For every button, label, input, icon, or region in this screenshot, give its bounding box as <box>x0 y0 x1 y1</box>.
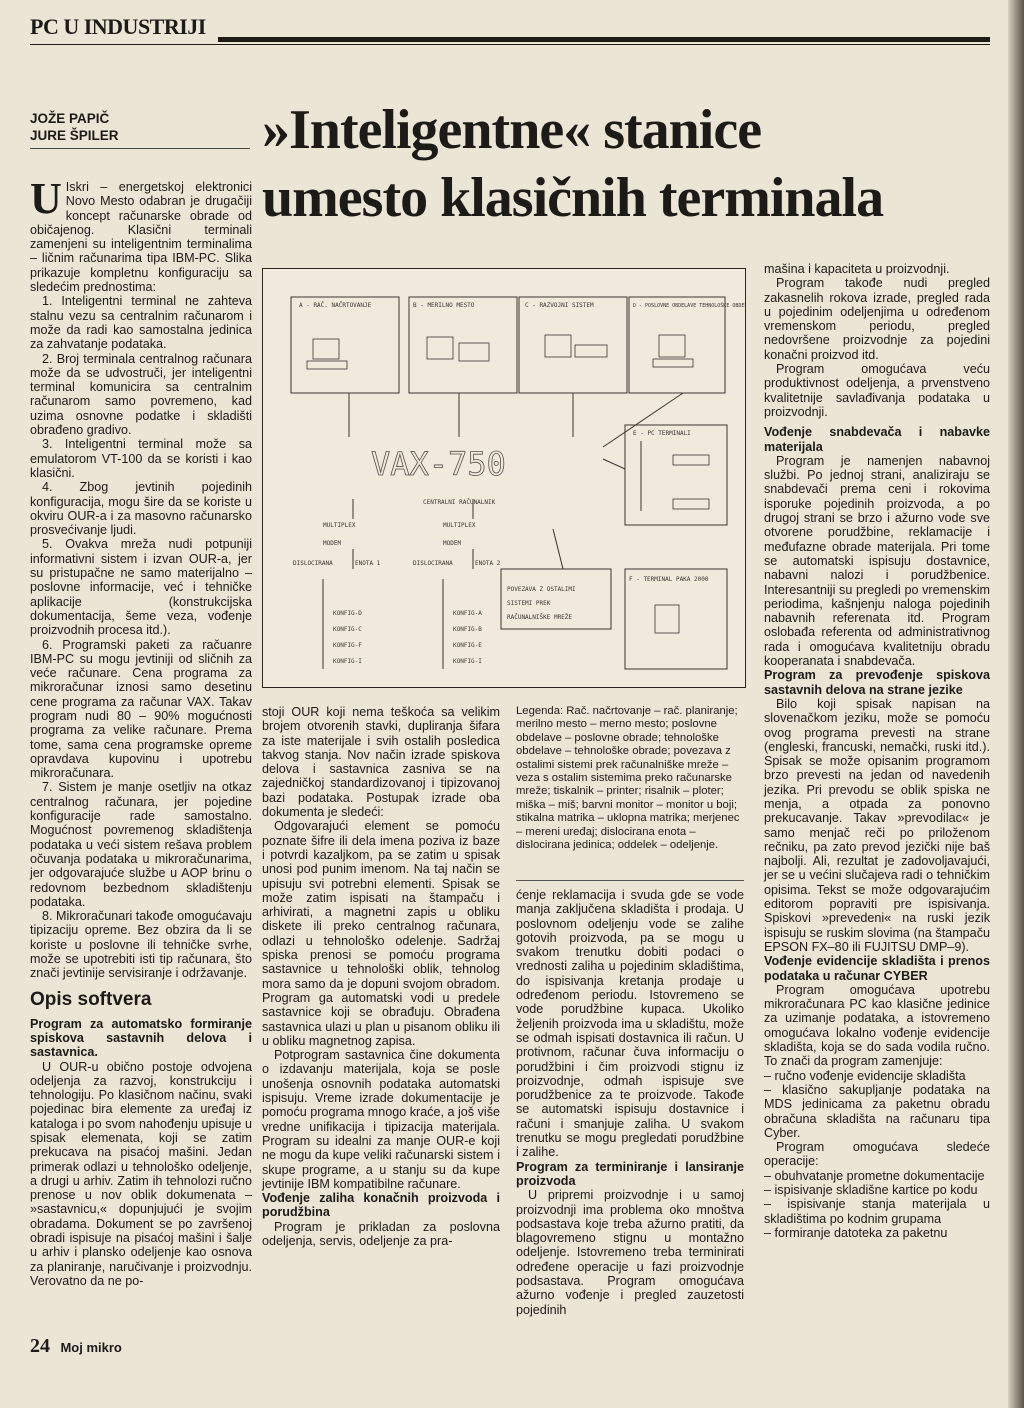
point-5: 5. Ovakva mreža nudi potpuniji informativni sistem i izvan OUR-a, jer su pristupačne ne samo materijalno – poslovne informacije, već i tehničke aplikacije (konstrukcijska dokumentacija, šeme veza, vođenje proizvodnih procesa itd.). <box>30 537 252 638</box>
panel-f-box <box>625 569 727 669</box>
panel-d-box <box>629 297 725 393</box>
paragraph-sastavnice: U OUR-u obično postoje odvojena odeljenja za razvoj, konstrukciju i tehnologiju. Po klasičnom načinu, svaki pojedinac bira elemente za uređaj iz kataloga i po svom nahođenju upisuje u spisak elemenata, koji se zatim prekucava na pisaćoj mašini. Jedan primerak odlazi u tehnološko odeljenje, a drugi u arhiv. Zatim ih tehnolozi ručno prenose u nov oblik dokumenata – »sastavnicu,« dopunjujući je svojim obradama. Dokument se po završenoj obradi ispisuje na pisaćoj mašini i šalje u arhiv i plansko odeljenje kao osnova za planiranje, naručivanje i proizvodnju. Verovatno da ne po- <box>30 1059 252 1288</box>
konfig-left-4: KONFIG-I <box>333 658 362 665</box>
page-number: 24 <box>30 1335 50 1357</box>
panel-f-label: F - TERMINAL PAKA 2000 <box>629 576 709 583</box>
col4-list2-item-4: – formiranje datoteka za paketnu <box>764 1225 948 1240</box>
col4-paragraph-5: Program omogućava upotrebu mikroračunara PC kao klasične jedinice za uzimanje podataka, a istovremeno omogućava lokalno vođenje evidencije skladišta, koja se do sada vodila ručno. To znači da program zamenjuje: <box>764 982 990 1069</box>
konfig-right-3: KONFIG-E <box>453 642 482 649</box>
panel-e-label: E - PC TERMINALI <box>633 430 691 437</box>
page-footer <box>30 1335 122 1358</box>
point-6: 6. Programski paketi za račuanre IBM-PC su mogu jevtiniji od sličnih za veće računare. Cena programa za mikroračunar iznosi samo desetinu cene programa za računar VAX. Takav program nudi 80 – 90% mogućnosti programa za velike računare. Prema tome, sama cena programske opreme opravdava kupovinu i upotrebu mikroračunara. <box>30 637 252 781</box>
author-1: JOŽE PAPIČ <box>30 111 110 126</box>
col4-paragraph-3: Program je namenjen nabavnoj službi. Po jednoj strani, analiziraju se snabdevači prema ceni i rokovima isporuke pojedinih proizvoda, a po drugoj strani se brzo i ažurno vode sve otvorene porudžbine, reklamacije i međufazne obrade materijala. Pri tome se automatski ispisuju dostavnice, nabavni nalozi i porudžbenice. Interesantniji su pregledi po vremenskim periodima, kašnjenju naloga pojedinih nabavnih referenata itd. Program oslobađa referenta od administrativnog rada i omogućava kvalitetniju obradu kooperanata i snabdevača. <box>764 453 990 669</box>
panel-b-box <box>409 297 517 393</box>
intro-text: Iskri – energetskoj elektronici Novo Mesto odabran je drugačiji koncept računarske obrade od običajenog. Klasični terminali zamenjeni su inteligentnim terminalima – ličnim računarima tipa IBM-PC. Slika prikazuje kompletnu konfiguraciju sa sledećim prednostima: <box>30 180 252 295</box>
col4-list2-item-3: – ispisivanje stanja materijala u skladištima po kodnim grupama <box>764 1197 990 1226</box>
intro-paragraph <box>30 174 252 295</box>
computer-icon-c <box>545 335 571 357</box>
konfig-left-2: KONFIG-C <box>333 626 362 633</box>
headline <box>262 96 902 232</box>
konfig-left-3: KONFIG-F <box>333 642 362 649</box>
point-8: 8. Mikroračunari takođe omogućavaju tipizaciju opreme. Bez obzira da li se koriste u poslovne ili tehničke svrhe, može se upotrebiti isti tip računara, što znači jevtinije servisiranje i održavanje. <box>30 909 253 981</box>
point-7: 7. Sistem je manje osetljiv na otkaz centralnog računara, jer pojedine konfiguracije rade samostalno. Mogućnost povremenog skladištenja podataka u veći sistem rešava problem očuvanja podataka u mikroračunarima, jer odgovarajuće službe u AOP brinu o redovnom bezbednom skladištenju podataka. <box>30 780 252 909</box>
enota-2-label: ENOTA 2 <box>475 560 501 567</box>
col4-list1-item-2: – klasično sakupljanje podataka na MDS jedinicama za paketnu obradu obračuna skladišta na računaru tipa Cyber. <box>764 1082 990 1140</box>
subheading-prevodjenje: Program za prevođenje spiskova sastavnih delova na strane jezike <box>764 668 990 697</box>
col2-paragraph-3: Potprogram sastavnica čine dokumenta o izdavanju materijala, koja se posle unošenja osnovnih podataka automatski ispisuju. Vreme izrade dokumentacije je pomoću programa mnogo kraće, a još više vredne unifikacija i tipizacija materijala. Program su idealni za manje OUR-e koji ne mogu da kupe veliki računarski sistem i skupe programe, a u stanju su da kupe jevtinije IBM kompatibilne računare. <box>262 1048 500 1191</box>
konfig-right-4: KONFIG-I <box>453 658 482 665</box>
col2-tail: Program je prikladan za poslovna odeljenja, servis, odeljenje za pra- <box>262 1219 500 1248</box>
column-1 <box>30 174 253 1288</box>
page-edge-shadow <box>1008 0 1024 1408</box>
authors <box>30 110 119 144</box>
multiplex-right: MULTIPLEX <box>443 522 476 529</box>
povezava-line-1: POVEZAVA Z OSTALIMI <box>507 586 576 593</box>
authors-rule <box>30 148 250 149</box>
col3-paragraph-2: U pripremi proizvodnje i u samoj proizvodnji ima problema oko mnoštva podsastava koje treba ažurno pratiti, da blagovremeno stignu u montažno odeljenje. Istovremeno treba terminirati određene operacije u fazi proizvodnje podsastava. Program omogućava ažurno vođenje i pregled zauzetosti pojedinih <box>516 1188 744 1317</box>
enota-1-label: ENOTA 1 <box>355 560 381 567</box>
central-computer-label: CENTRALNI RAČUNALNIK <box>423 499 496 506</box>
subheading-zalihe: Vođenje zaliha konačnih proizvoda i porudžbina <box>262 1191 500 1220</box>
konfig-right-2: KONFIG-B <box>453 626 482 633</box>
col2-paragraph-2: Odgovarajući element se pomoću poznate šifre ili dela imena poziva iz baze i potvrdi kazaljkom, pa se zatim u spisak unosi pod punim imenom. Na taj način se upisuju svi potrebni elementi. Spisak se može zatim ispisati na štampaču i arhivirati, a magnetni zapis u obliku diskete ili preko centralnog računara, odlazi u tehnološko odelenje. Sadržaj spiska prenosi se pomoću programa sastavnice u tehnološki oblik, tehnolog mora samo da je dopuni svojom obradom. Program ga automatski vodi u predele sastavnice koji se obrađuju. Obrađena sastavnica ulazi u plan u pisanom obliku ili u obliku magnetnog zapisa. <box>262 819 500 1048</box>
col4-list2-item-1: – obuhvatanje prometne dokumentacije <box>764 1168 985 1183</box>
col4-paragraph-4: Bilo koji spisak napisan na slovenačkom jeziku, može se pomoću ovog programa prevesti na strane (engleski, francuski, nemački, ruski itd.). Spisak se može opisanim programom brzo prevesti na jedan od navedenih jezika. Pri prevodu se oblik spiska ne menja, a otpada za ponovno prekucavanje. Takav »prevodilac« je samo menjač reči po priloženom rečniku, pa zato prevod jezički nije baš najbolji. Ali, rezultat je zadovoljavajući, jer se u većini slučajeva radi o tehničkim opisima. Tekst se može odgovarajućim editorom popraviti pre ispisivanja. Spiskovi »prevedeni« na ruski jezik ispisuju se ruskim slovima (na štampaču EPSON FX–80 ili FUJITSU DMP–9). <box>764 696 990 954</box>
vax-label: VAX-750 <box>371 445 506 483</box>
konfig-left-1: KONFIG-D <box>333 610 362 617</box>
subheading-snabdevaci: Vođenje snabdevača i nabavke materijala <box>764 425 990 454</box>
section-rule-thin <box>30 44 990 45</box>
povezava-line-2: SISTEMI PREK <box>507 600 551 607</box>
panel-b-label: B - MERILNO MESTO <box>413 302 475 309</box>
konfig-right-1: KONFIG-A <box>453 610 482 617</box>
col4-list1-item-1: – ručno vođenje evidencije skladišta <box>764 1068 966 1083</box>
drop-cap: U <box>30 174 62 223</box>
panel-c-box <box>519 297 627 393</box>
col4-paragraph-1: Program takođe nudi pregled zakasnelih rokova izrade, pregled rada u pojedinim odeljenjima u određenom vremenskom periodu, pregled nedovršene proizvodnje za pojedini konačni proizvod itd. <box>764 276 990 362</box>
subheading-terminiranje: Program za terminiranje i lansiranje proizvoda <box>516 1159 744 1188</box>
col2-paragraph-1: stoji OUR koji nema teškoća sa velikim brojem otvorenih stavki, dupliranja šifara za iste materijale i svih ostalih posledica takvog stanja. Nov način izrade spiskova delova i sastavnica zasniva se na zajedničkoj standardizovanoj i tipizovanoj bazi podataka. Postupak izrade oba dokumenta je sledeći: <box>262 705 500 820</box>
point-1: 1. Inteligentni terminal ne zahteva stalnu vezu sa centralnim računarom i može da radi kao samostalna jedinica za zahvatanje podataka. <box>30 294 252 352</box>
dislocirana-right: DISLOCIRANA <box>413 560 453 567</box>
multiplex-left: MULTIPLEX <box>323 522 356 529</box>
author-2: JURE ŠPILER <box>30 128 119 143</box>
point-4: 4. Zbog jevtinih pojedinih konfiguracija, mogu šire da se koriste u okviru OUR-a i za masovno računarsko prosvećivanje ljudi. <box>30 480 252 538</box>
headline-line-2: umesto klasičnih terminala <box>262 167 884 229</box>
column-4 <box>764 262 990 1240</box>
modem-left: MODEM <box>323 540 342 547</box>
section-heading: Opis softvera <box>30 988 152 1010</box>
section-rule <box>218 37 990 42</box>
headline-line-1: »Inteligentne« stanice <box>262 99 762 161</box>
panel-c-label: C - RAZVOJNI SISTEM <box>525 302 594 309</box>
panel-a-label: A - RAČ. NAČRTOVANJE <box>299 302 372 309</box>
col3-paragraph-1: ćenje reklamacija i svuda gde se vode manja zaključena skladišta i prodaja. U poslovnom odeljenju vode se zalihe gotovih proizvoda, pa se mogu u svakom trenutku dobiti podaci o vrednosti zaliha u pojedinim skladištima, do ispisivanja kretanja prodaje u određenom periodu. Istovremeno se vode porudžbine kupaca. Ukoliko željenih proizvoda ima u skladištu, može se odmah ispisati dostavnica ili račun. U protivnom, računar čuva informaciju o porudžbini i čim proizvodi stignu iz proizvodnje, odmah ispisuje sve porudžbenice za te proizvode. Takođe se automatski ispisuju dostavnice i računi i smanjuje zaliha. U svakom trenutku se mogu pregledati porudžbine i zalihe. <box>516 888 744 1160</box>
point-3: 3. Inteligentni terminal može sa emulatorom VT-100 da se koristi i kao klasični. <box>30 437 252 480</box>
subheading-skladiste: Vođenje evidencije skladišta i prenos podataka u računar CYBER <box>764 954 990 983</box>
modem-right: MODEM <box>443 540 462 547</box>
col4-list2-item-2: – ispisivanje skladišne kartice po kodu <box>764 1183 978 1197</box>
section-title: PC U INDUSTRIJI <box>30 14 206 39</box>
col4-paragraph-6: Program omogućava sledeće operacije: <box>764 1140 990 1169</box>
dislocirana-left: DISLOCIRANA <box>293 560 333 567</box>
terminal-icon-f <box>655 605 679 633</box>
point-2: 2. Broj terminala centralnog računara može da se udvostruči, jer inteligentni terminal komunicira sa centralnim računarom samo povremeno, kad uzima osnovne podatke i skladišti obrađeno gradivo. <box>30 351 252 438</box>
column-2 <box>262 705 500 1248</box>
computer-icon-a <box>313 339 339 359</box>
diagram-svg <box>263 269 745 687</box>
figure-legend: Legenda: Rač. načrtovanje – rač. planiranje; merilno mesto – merno mesto; poslovne obdelave – poslovne obrade; tehnološke obdelave – tehnološke obrade; povezava z ostalimi sistemi prek računalniške mreže – veza s ostalim sistemima preko računarske mreže; tiskalnik – printer; risalnik – ploter; miška – miš; barvni monitor – monitor u boji; stikalna matrika – uklopna matrika; merjenec – mereni uređaj; dislocirana enota – dislocirana jedinica; oddelek – odeljenje. <box>516 705 740 852</box>
panel-a-box <box>291 297 399 393</box>
legend-rule <box>516 880 744 881</box>
panel-e-box <box>625 425 727 525</box>
computer-icon-d <box>659 335 685 357</box>
col4-paragraph-0: mašina i kapaciteta u proizvodnji. <box>764 262 950 276</box>
povezava-line-3: RAČUNALNIŠKE MREŽE <box>507 614 573 621</box>
col4-paragraph-2: Program omogućava veću produktivnost odeljenja, a prvenstveno kvalitetnije savlađivanja podataka u proizvodnji. <box>764 362 990 419</box>
subheading-sastavnice: Program za automatsko formiranje spiskova sastavnih delova i sastavnica. <box>30 1016 252 1060</box>
network-diagram <box>262 268 746 688</box>
column-3 <box>516 888 744 1317</box>
computer-icon-b <box>427 337 453 359</box>
panel-d-label: D - POSLOVNE OBDELAVE TEHNOLOŠKE OBDELAVE <box>633 303 745 309</box>
magazine-name: Moj mikro <box>60 1340 122 1355</box>
